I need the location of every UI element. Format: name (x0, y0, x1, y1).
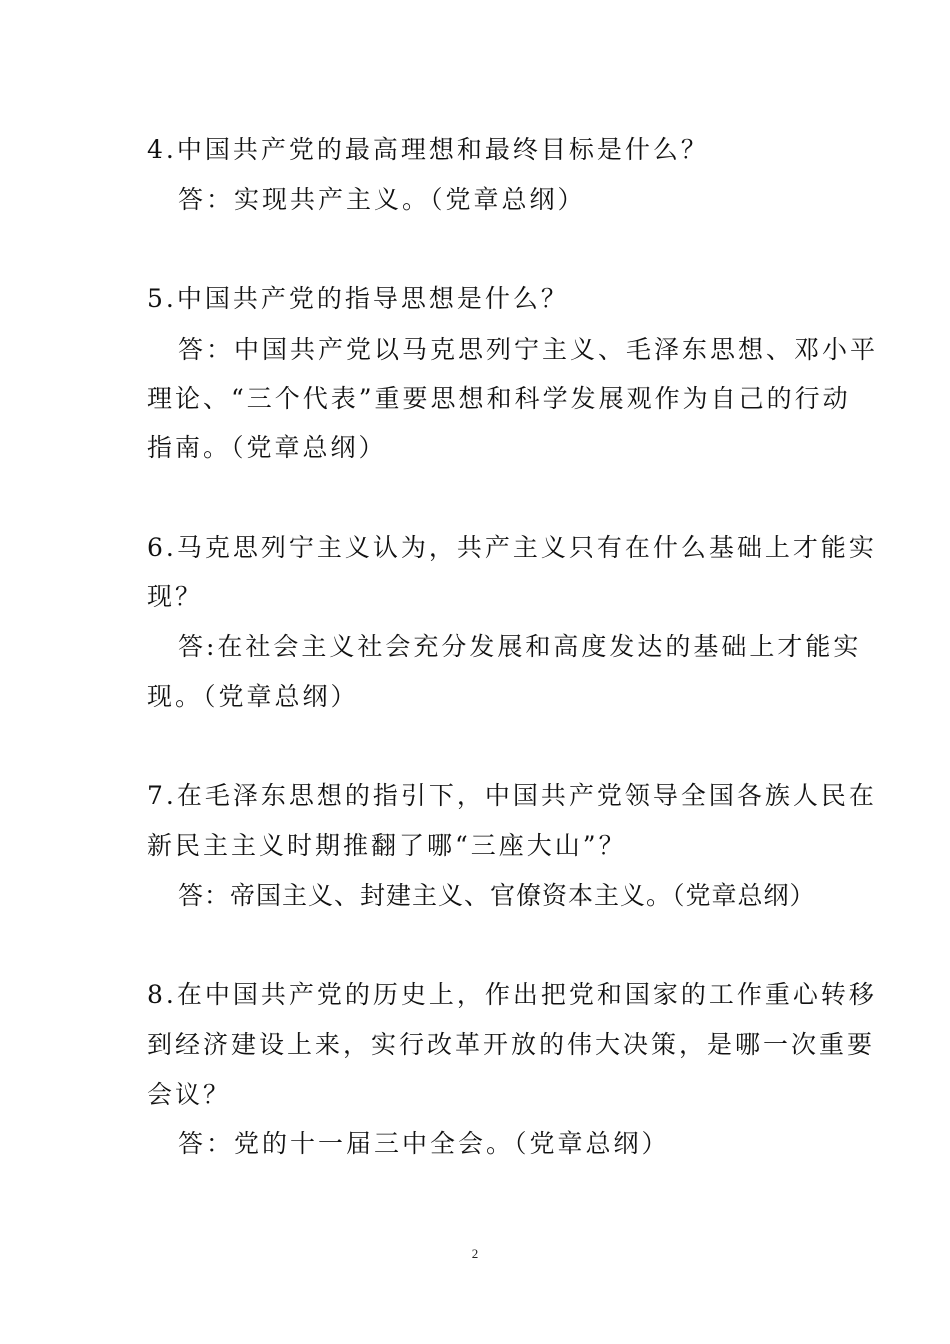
question-5-line-1: 5.中国共产党的指导思想是什么？ (147, 284, 569, 313)
answer-5-line-3: 指南。（党章总纲） (147, 433, 387, 462)
answer-5-line-2: 理论、“三个代表”重要思想和科学发展观作为自己的行动 (147, 384, 851, 413)
question-7-line-1: 7.在毛泽东思想的指引下，中国共产党领导全国各族人民在 (147, 781, 877, 810)
answer-7-line-1: 答：帝国主义、封建主义、官僚资本主义。（党章总纲） (178, 881, 816, 910)
question-8-line-3: 会议？ (147, 1080, 232, 1109)
page-number: 2 (471, 1246, 479, 1261)
answer-6-line-2: 现。（党章总纲） (147, 682, 359, 711)
question-7-line-2: 新民主主义时期推翻了哪“三座大山”？ (147, 831, 627, 860)
question-8-line-2: 到经济建设上来，实行改革开放的伟大决策，是哪一次重要 (147, 1030, 876, 1059)
question-6-line-1: 6.马克思列宁主义认为，共产主义只有在什么基础上才能实 (147, 533, 877, 562)
answer-4-line-1: 答：实现共产主义。（党章总纲） (178, 185, 586, 214)
question-8-line-1: 8.在中国共产党的历史上，作出把党和国家的工作重心转移 (147, 980, 877, 1009)
answer-5-line-1: 答：中国共产党以马克思列宁主义、毛泽东思想、邓小平 (178, 335, 879, 364)
question-4-line-1: 4.中国共产党的最高理想和最终目标是什么？ (147, 135, 709, 164)
answer-6-line-1: 答:在社会主义社会充分发展和高度发达的基础上才能实 (178, 632, 862, 661)
answer-8-line-1: 答：党的十一届三中全会。（党章总纲） (178, 1129, 670, 1158)
question-6-line-2: 现？ (147, 582, 204, 611)
